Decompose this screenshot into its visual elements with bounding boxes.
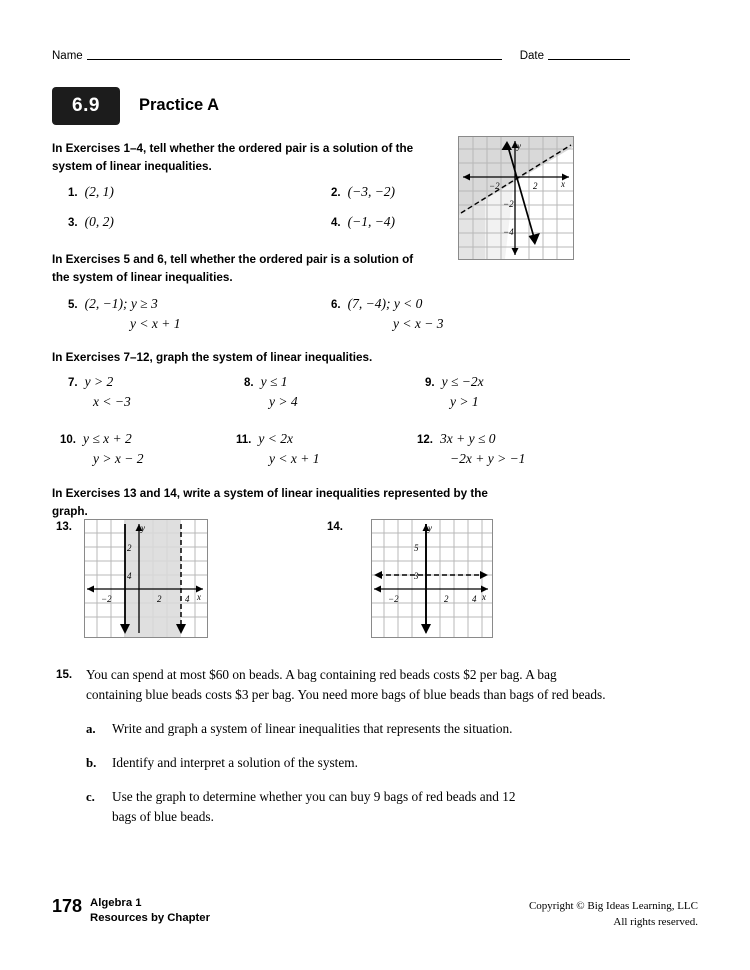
exercise-15 [56, 665, 616, 827]
exercise-10-number: 10. [60, 434, 76, 446]
svg-text:−2: −2 [101, 594, 112, 604]
exercise-2-expression: (−3, −2) [347, 184, 396, 199]
svg-text:x: x [197, 592, 201, 602]
svg-text:−2: −2 [503, 199, 514, 209]
directions-exercises-5-6: In Exercises 5 and 6, tell whether the ordered pair is a solution of the system of linear inequalities. [52, 253, 414, 284]
exercise-6 [331, 294, 443, 333]
exercise-11-line2: y < x + 1 [269, 450, 320, 466]
directions-exercises-1-4: In Exercises 1–4, tell whether the ordered pair is a solution of the system of linear inequalities. [52, 142, 414, 173]
exercise-8 [244, 372, 298, 411]
exercise-5-number: 5. [68, 299, 78, 311]
page-number: 178 [52, 896, 83, 916]
exercise-12 [417, 429, 525, 468]
part-a-text: Write and graph a system of linear inequalities that represents the situation. [112, 720, 513, 736]
graph-exercise-13 [84, 519, 208, 638]
exercise-6-line2: y < x − 3 [393, 315, 444, 331]
exercise-13-number: 13. [56, 521, 72, 533]
footer-right [529, 899, 698, 931]
svg-text:3: 3 [414, 571, 419, 581]
exercise-9-number: 9. [425, 377, 435, 389]
exercise-8-number: 8. [244, 377, 254, 389]
exercise-7 [68, 372, 131, 411]
graph-exercises-1-4 [458, 136, 574, 260]
name-write-line [87, 48, 502, 60]
part-b-text: Identify and interpret a solution of the system. [112, 755, 358, 771]
footer-left [52, 896, 210, 927]
graph-exercise-14 [371, 519, 493, 638]
exercise-4-number: 4. [331, 217, 341, 229]
exercise-5-line1: (2, −1); y ≥ 3 [84, 296, 158, 311]
exercise-4 [331, 212, 395, 232]
exercise-11-number: 11. [236, 434, 252, 446]
exercise-11-line1: y < 2x [258, 431, 293, 446]
exercise-15-stem: You can spend at most $60 on beads. A bag containing red beads costs $2 per bag. A bag containing blue beads costs $3 per bag. You need more bags of blue beads than bags of red beads. [86, 667, 606, 702]
svg-text:4: 4 [185, 594, 190, 604]
exercise-15-number: 15. [56, 668, 73, 681]
svg-text:2: 2 [533, 181, 538, 191]
exercise-11 [236, 429, 319, 468]
exercise-9-line2: y > 1 [450, 393, 479, 409]
exercise-12-number: 12. [417, 434, 433, 446]
exercise-3-number: 3. [68, 217, 78, 229]
exercise-1-expression: (2, 1) [84, 184, 114, 199]
svg-text:2: 2 [127, 543, 132, 553]
svg-text:−2: −2 [388, 594, 399, 604]
part-c-marker: c. [86, 790, 95, 805]
exercise-4-expression: (−1, −4) [347, 214, 396, 229]
exercise-6-line1: (7, −4); y < 0 [347, 296, 423, 311]
part-b-marker: b. [86, 756, 97, 771]
part-c-text: Use the graph to determine whether you can buy 9 bags of red beads and 12 bags of blue beads. [112, 789, 516, 825]
exercise-7-line1: y > 2 [84, 374, 114, 389]
directions-exercises-7-12: In Exercises 7–12, graph the system of linear inequalities. [52, 351, 373, 364]
date-write-line [548, 48, 630, 60]
exercise-12-line1: 3x + y ≤ 0 [440, 431, 496, 446]
svg-text:−4: −4 [503, 227, 514, 237]
exercise-1 [68, 182, 114, 202]
rights-line: All rights reserved. [613, 915, 698, 928]
page-title: Practice A [139, 96, 220, 114]
svg-text:y: y [141, 523, 145, 533]
copyright-line: Copyright © Big Ideas Learning, LLC [528, 900, 698, 912]
exercise-8-line2: y > 4 [269, 393, 298, 409]
exercise-15-part-c [86, 787, 616, 827]
date-label: Date [519, 50, 544, 62]
exercise-12-line2: −2x + y > −1 [450, 450, 526, 466]
book-subtitle: Resources by Chapter [90, 912, 210, 925]
svg-text:−2: −2 [489, 181, 500, 191]
exercise-5 [68, 294, 180, 333]
exercise-7-number: 7. [68, 377, 78, 389]
exercise-3-expression: (0, 2) [84, 214, 114, 229]
exercise-2-number: 2. [331, 187, 341, 199]
book-title: Algebra 1 [90, 897, 142, 909]
svg-text:x: x [482, 592, 486, 602]
directions-exercises-13-14: In Exercises 13 and 14, write a system of linear inequalities represented by the graph. [52, 487, 488, 518]
svg-text:y: y [428, 523, 432, 533]
exercise-8-line1: y ≤ 1 [260, 374, 288, 389]
exercise-10 [60, 429, 143, 468]
exercise-10-line1: y ≤ x + 2 [83, 431, 132, 446]
svg-text:x: x [561, 179, 565, 189]
exercise-10-line2: y > x − 2 [93, 450, 144, 466]
name-label: Name [52, 50, 83, 62]
part-a-marker: a. [86, 721, 96, 736]
exercise-7-line2: x < −3 [93, 393, 131, 409]
exercise-9 [425, 372, 484, 411]
name-date-row [52, 48, 630, 62]
lesson-number-badge: 6.9 [52, 87, 120, 125]
exercise-15-part-b [86, 753, 616, 773]
exercise-3 [68, 212, 114, 232]
exercise-14-number: 14. [327, 521, 343, 533]
svg-text:2: 2 [444, 594, 449, 604]
exercise-5-line2: y < x + 1 [130, 315, 181, 331]
svg-text:2: 2 [157, 594, 162, 604]
svg-text:5: 5 [414, 543, 419, 553]
exercise-15-part-a [86, 719, 616, 739]
exercise-1-number: 1. [68, 187, 78, 199]
svg-text:4: 4 [127, 571, 132, 581]
exercise-2 [331, 182, 395, 202]
exercise-9-line1: y ≤ −2x [441, 374, 484, 389]
svg-text:4: 4 [472, 594, 477, 604]
exercise-6-number: 6. [331, 299, 341, 311]
svg-text:y: y [517, 141, 521, 151]
